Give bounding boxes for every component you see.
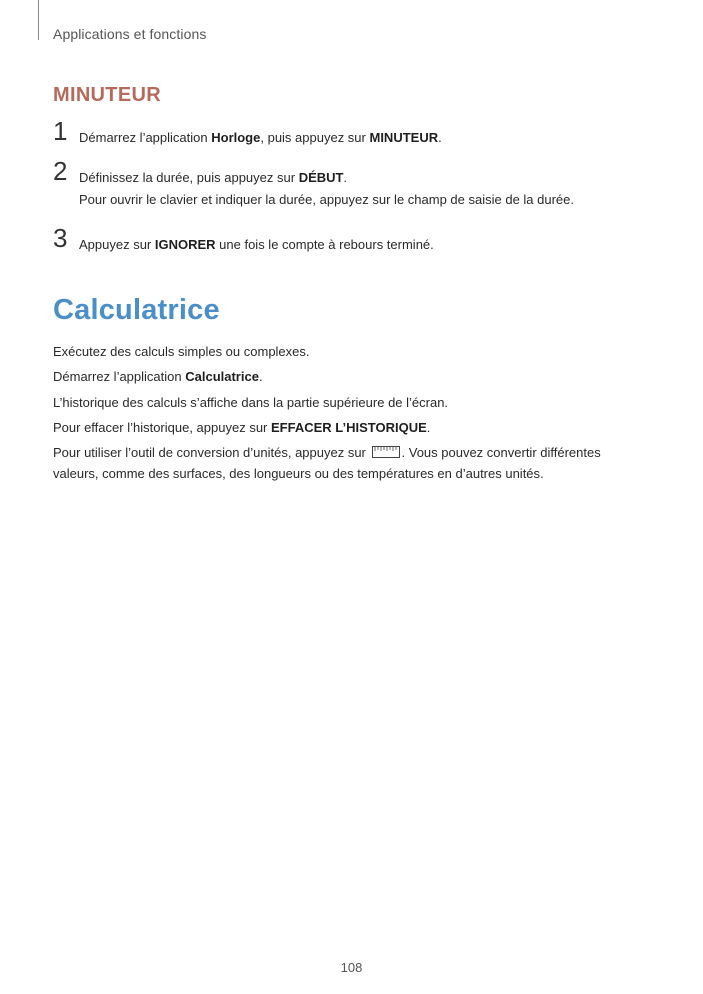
step-text: Appuyez sur IGNORER une fois le compte à rebours terminé. [79, 237, 434, 252]
section-title: Calculatrice [53, 294, 220, 326]
step-number: 1 [53, 116, 68, 146]
page-header: Applications et fonctions [53, 26, 207, 42]
step-text: Démarrez l’application Horloge, puis appuyez sur MINUTEUR. [79, 130, 442, 145]
paragraph-clear-history: Pour effacer l’historique, appuyez sur EFFACER L’HISTORIQUE. [53, 420, 431, 435]
paragraph-launch: Démarrez l’application Calculatrice. [53, 369, 263, 384]
page-number: 108 [340, 960, 363, 975]
ui-label-effacer-historique: EFFACER L’HISTORIQUE [271, 420, 427, 435]
ui-label-minuteur: MINUTEUR [369, 130, 439, 145]
step-2-detail: Pour ouvrir le clavier et indiquer la durée, appuyez sur le champ de saisie de la durée. [79, 192, 574, 207]
app-name-calculatrice: Calculatrice [185, 369, 259, 384]
step-number: 2 [53, 156, 68, 186]
margin-rule [38, 0, 39, 40]
ruler-icon [372, 446, 400, 458]
paragraph-intro: Exécutez des calculs simples ou complexes. [53, 344, 310, 359]
paragraph-unit-converter: Pour utiliser l’outil de conversion d’unités, appuyez sur . Vous pouvez convertir différentes valeurs, comme des surfaces, des longueurs ou des températures en d’autres unités. [53, 445, 601, 481]
paragraph-history: L’historique des calculs s’affiche dans la partie supérieure de l’écran. [53, 395, 449, 410]
ui-label-ignorer: IGNORER [154, 237, 216, 252]
ui-label-debut: DÉBUT [298, 170, 344, 185]
step-number: 3 [53, 223, 68, 253]
app-name-horloge: Horloge [211, 130, 261, 145]
minuteur-title: MINUTEUR [53, 84, 161, 106]
step-text: Définissez la durée, puis appuyez sur DÉBUT. Pour ouvrir le clavier et indiquer la durée, appuyez sur le champ de saisie de la durée. [79, 170, 574, 207]
